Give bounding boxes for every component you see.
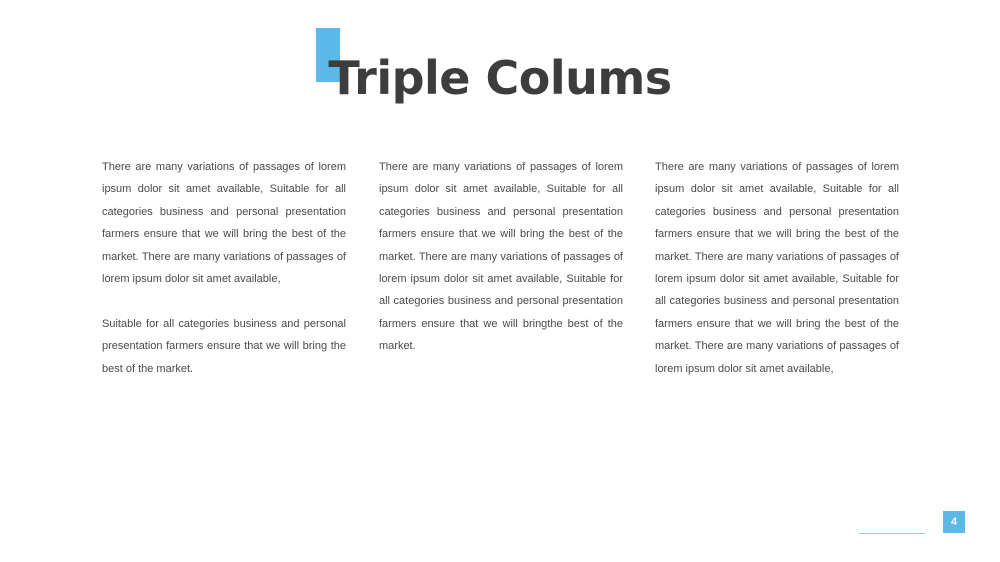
column-paragraph: Suitable for all categories business and personal presentation farmers ensure that we will bring the best of the market.: [102, 317, 346, 375]
page-number-badge: 4: [943, 511, 965, 533]
column-paragraph: There are many variations of passages of lorem ipsum dolor sit amet available, Suitable for all categories business and personal presentation farmers ensure that we will bring the best of the market. There are many variations of passages of lorem ipsum dolor sit amet available,: [102, 161, 346, 286]
text-column-2: [379, 156, 623, 358]
column-paragraph: There are many variations of passages of lorem ipsum dolor sit amet available, Suitable for all categories business and personal presentation farmers ensure that we will bring the best of the market. There are many variations of passages of lorem ipsum dolor sit amet available, Suitable for all categories business and personal presentation farmers ensure that we will bringthe best of the market.: [379, 161, 623, 353]
text-column-3: [655, 156, 899, 380]
text-column-1: [102, 156, 346, 380]
column-paragraph: There are many variations of passages of lorem ipsum dolor sit amet available, Suitable for all categories business and personal presentation farmers ensure that we will bring the best of the market. There are many variations of passages of lorem ipsum dolor sit amet available, Suitable for all categories business and personal presentation farmers ensure that we will bring the best of the market. There are many variations of passages of lorem ipsum dolor sit amet available,: [655, 161, 899, 375]
footer-divider: [859, 533, 925, 534]
slide-title: Triple Colums: [328, 51, 672, 105]
